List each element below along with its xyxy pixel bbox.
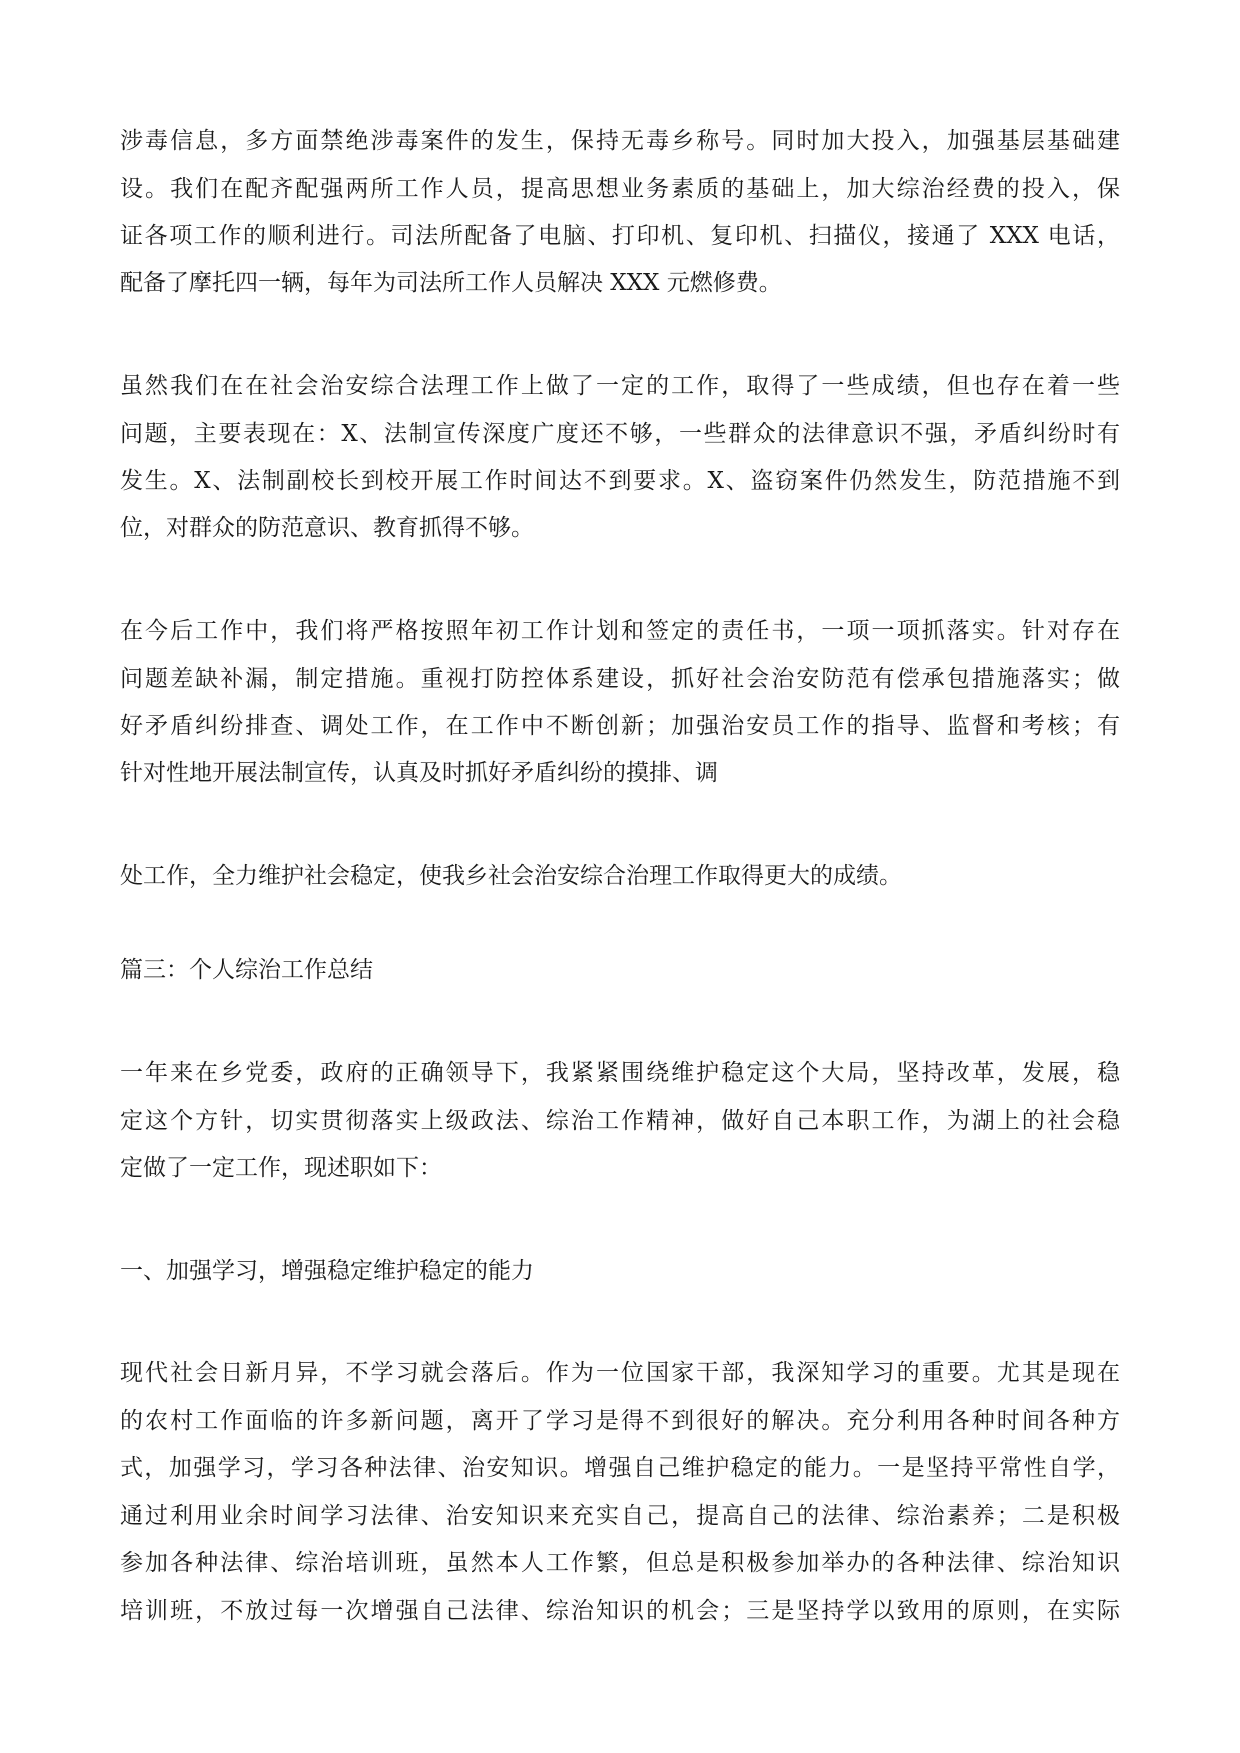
text-line: 的农村工作面临的许多新问题，离开了学习是得不到很好的解决。充分利用各种时间各种方 — [120, 1408, 1120, 1434]
text-line: 证各项工作的顺利进行。司法所配备了电脑、打印机、复印机、扫描仪，接通了 XXX 电话， — [120, 223, 1120, 249]
text-line: 定做了一定工作，现述职如下： — [120, 1155, 442, 1181]
text-line: 参加各种法律、综治培训班，虽然本人工作繁，但总是积极参加举办的各种法律、综治知识 — [120, 1550, 1120, 1576]
text-line: 问题差缺补漏，制定措施。重视打防控体系建设，抓好社会治安防范有偿承包措施落实；做 — [120, 666, 1120, 692]
text-line: 培训班，不放过每一次增强自己法律、综治知识的机会；三是坚持学以致用的原则，在实际 — [120, 1598, 1120, 1624]
text-line: 一年来在乡党委，政府的正确领导下，我紧紧围绕维护稳定这个大局，坚持改革，发展，稳 — [120, 1060, 1120, 1086]
text-line: 涉毒信息，多方面禁绝涉毒案件的发生，保持无毒乡称号。同时加大投入，加强基层基础建 — [120, 128, 1120, 154]
text-line: 现代社会日新月异，不学习就会落后。作为一位国家干部，我深知学习的重要。尤其是现在 — [120, 1360, 1120, 1386]
text-line: 配备了摩托四一辆，每年为司法所工作人员解决 XXX 元燃修费。 — [120, 270, 782, 296]
text-line: 问题，主要表现在：X、法制宣传深度广度还不够，一些群众的法律意识不强，矛盾纠纷时有 — [120, 421, 1120, 447]
text-line: 式，加强学习，学习各种法律、治安知识。增强自己维护稳定的能力。一是坚持平常性自学， — [120, 1455, 1120, 1481]
section-heading: 篇三：个人综治工作总结 — [120, 957, 373, 983]
section-heading: 一、加强学习，增强稳定维护稳定的能力 — [120, 1258, 534, 1284]
text-line: 针对性地开展法制宣传，认真及时抓好矛盾纠纷的摸排、调 — [120, 760, 718, 786]
text-line: 设。我们在配齐配强两所工作人员，提高思想业务素质的基础上，加大综治经费的投入，保 — [120, 176, 1120, 202]
text-line: 处工作，全力维护社会稳定，使我乡社会治安综合治理工作取得更大的成绩。 — [120, 863, 902, 889]
text-line: 发生。X、法制副校长到校开展工作时间达不到要求。X、盗窃案件仍然发生，防范措施不到 — [120, 468, 1120, 494]
text-line: 好矛盾纠纷排查、调处工作，在工作中不断创新；加强治安员工作的指导、监督和考核；有 — [120, 713, 1120, 739]
text-line: 定这个方针，切实贯彻落实上级政法、综治工作精神，做好自己本职工作，为湖上的社会稳 — [120, 1108, 1120, 1134]
text-line: 通过利用业余时间学习法律、治安知识来充实自己，提高自己的法律、综治素养；二是积极 — [120, 1503, 1120, 1529]
text-line: 在今后工作中，我们将严格按照年初工作计划和签定的责任书，一项一项抓落实。针对存在 — [120, 618, 1120, 644]
text-line: 位，对群众的防范意识、教育抓得不够。 — [120, 515, 534, 541]
text-line: 虽然我们在在社会治安综合法理工作上做了一定的工作，取得了一些成绩，但也存在着一些 — [120, 373, 1120, 399]
